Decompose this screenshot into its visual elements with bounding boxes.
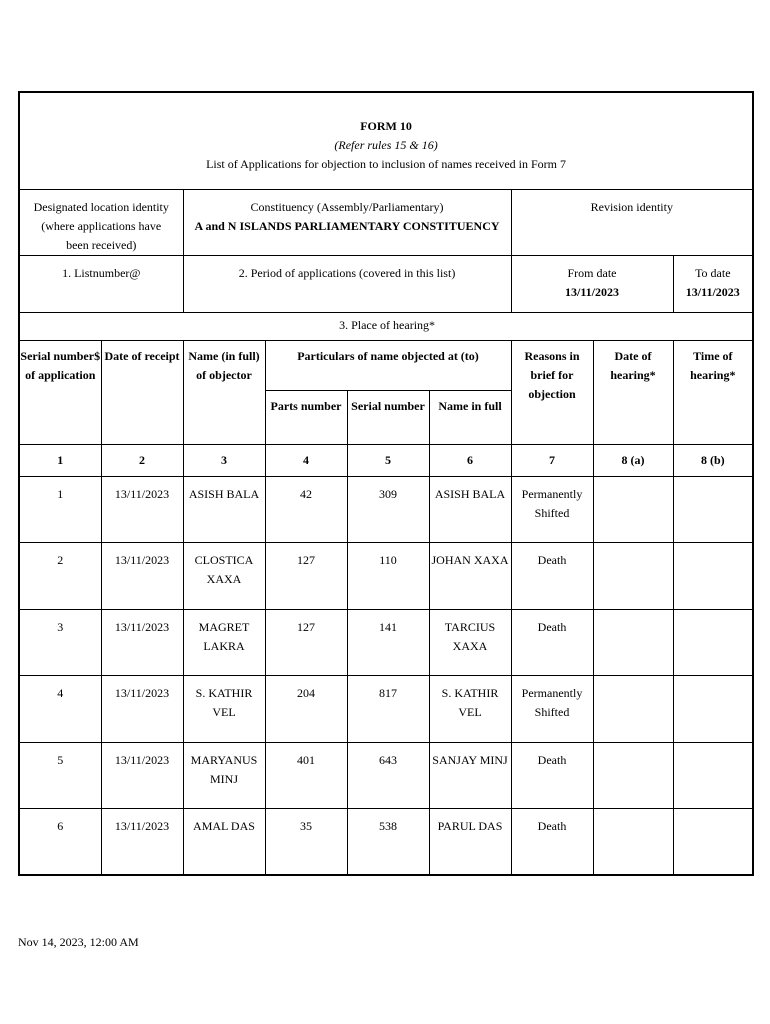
col-header-reasons: Reasons in brief for objection — [511, 340, 593, 444]
cell-objector: MAGRET LAKRA — [183, 609, 265, 676]
col-header-time-hearing: Time of hearing* — [673, 340, 753, 444]
cell-part: 35 — [265, 809, 347, 876]
cell-hearing-date — [593, 609, 673, 676]
cell-serial-no: 309 — [347, 476, 429, 543]
cell-date-receipt: 13/11/2023 — [101, 676, 183, 743]
col-header-serial: Serial number$ of application — [19, 340, 101, 444]
form-title-block — [19, 92, 753, 189]
col-number: 5 — [347, 444, 429, 476]
cell-name: ASISH BALA — [429, 476, 511, 543]
cell-objector: CLOSTICA XAXA — [183, 543, 265, 610]
cell-hearing-time — [673, 676, 753, 743]
col-header-particulars: Particulars of name objected at (to) — [265, 340, 511, 390]
from-date-cell — [511, 255, 673, 312]
col-header-parts-number: Parts number — [265, 390, 347, 444]
cell-reason: Death — [511, 742, 593, 809]
cell-serial: 4 — [19, 676, 101, 743]
from-date-label: From date — [567, 265, 617, 280]
cell-hearing-date — [593, 742, 673, 809]
from-date-value: 13/11/2023 — [564, 284, 619, 299]
period-cell — [183, 255, 511, 312]
constituency-label: Constituency (Assembly/Parliamentary) — [250, 199, 444, 214]
cell-part: 127 — [265, 543, 347, 610]
table-row — [19, 676, 753, 743]
table-row — [19, 809, 753, 876]
cell-serial-no: 538 — [347, 809, 429, 876]
cell-hearing-date — [593, 809, 673, 876]
revision-identity-cell — [511, 189, 753, 255]
constituency-value: A and N ISLANDS PARLIAMENTARY CONSTITUENCY — [194, 218, 500, 233]
table-row — [19, 476, 753, 543]
column-number-row — [19, 444, 753, 476]
cell-part: 42 — [265, 476, 347, 543]
cell-reason: Permanently Shifted — [511, 476, 593, 543]
place-of-hearing-cell — [19, 312, 753, 340]
form-description: List of Applications for objection to inclusion of names received in Form 7 — [206, 157, 567, 171]
cell-serial: 1 — [19, 476, 101, 543]
cell-name: TARCIUS XAXA — [429, 609, 511, 676]
place-of-hearing-label: 3. Place of hearing* — [339, 317, 436, 332]
col-number: 7 — [511, 444, 593, 476]
col-number: 4 — [265, 444, 347, 476]
revision-identity-label: Revision identity — [590, 199, 673, 214]
cell-hearing-date — [593, 676, 673, 743]
cell-part: 401 — [265, 742, 347, 809]
list-number-cell — [19, 255, 183, 312]
cell-name: JOHAN XAXA — [429, 543, 511, 610]
cell-objector: AMAL DAS — [183, 809, 265, 876]
form-title: FORM 10 — [360, 119, 412, 133]
col-header-date-hearing: Date of hearing* — [593, 340, 673, 444]
col-header-serial-number: Serial number — [347, 390, 429, 444]
cell-hearing-date — [593, 476, 673, 543]
cell-date-receipt: 13/11/2023 — [101, 476, 183, 543]
cell-objector: S. KATHIR VEL — [183, 676, 265, 743]
constituency-cell — [183, 189, 511, 255]
form-10-page — [18, 91, 752, 876]
designated-location-label: Designated location identity (where applications have been received) — [33, 199, 169, 252]
cell-serial-no: 643 — [347, 742, 429, 809]
designated-location-cell — [19, 189, 183, 255]
cell-serial-no: 110 — [347, 543, 429, 610]
table-row — [19, 742, 753, 809]
form-10-table — [18, 91, 754, 876]
cell-part: 127 — [265, 609, 347, 676]
cell-hearing-time — [673, 609, 753, 676]
to-date-label: To date — [695, 265, 731, 280]
footer-timestamp: Nov 14, 2023, 12:00 AM — [18, 935, 139, 949]
cell-serial: 6 — [19, 809, 101, 876]
cell-part: 204 — [265, 676, 347, 743]
cell-serial-no: 141 — [347, 609, 429, 676]
cell-hearing-time — [673, 543, 753, 610]
period-label: 2. Period of applications (covered in this list) — [238, 265, 456, 280]
cell-hearing-time — [673, 809, 753, 876]
cell-reason: Permanently Shifted — [511, 676, 593, 743]
cell-objector: MARYANUS MINJ — [183, 742, 265, 809]
cell-date-receipt: 13/11/2023 — [101, 742, 183, 809]
cell-date-receipt: 13/11/2023 — [101, 543, 183, 610]
col-number: 2 — [101, 444, 183, 476]
col-number: 3 — [183, 444, 265, 476]
cell-serial: 3 — [19, 609, 101, 676]
cell-reason: Death — [511, 609, 593, 676]
cell-date-receipt: 13/11/2023 — [101, 609, 183, 676]
to-date-cell — [673, 255, 753, 312]
cell-serial: 2 — [19, 543, 101, 610]
cell-reason: Death — [511, 809, 593, 876]
cell-hearing-time — [673, 742, 753, 809]
cell-date-receipt: 13/11/2023 — [101, 809, 183, 876]
section-row — [19, 189, 753, 255]
list-number-label: 1. Listnumber@ — [62, 265, 141, 280]
col-header-date-receipt: Date of receipt — [101, 340, 183, 444]
cell-reason: Death — [511, 543, 593, 610]
col-number: 8 (b) — [673, 444, 753, 476]
table-row — [19, 609, 753, 676]
col-header-name-in-full: Name in full — [429, 390, 511, 444]
to-date-value: 13/11/2023 — [685, 284, 740, 299]
cell-serial-no: 817 — [347, 676, 429, 743]
cell-name: PARUL DAS — [429, 809, 511, 876]
col-number: 6 — [429, 444, 511, 476]
col-header-name-objector: Name (in full) of objector — [183, 340, 265, 444]
cell-objector: ASISH BALA — [183, 476, 265, 543]
cell-name: SANJAY MINJ — [429, 742, 511, 809]
cell-hearing-time — [673, 476, 753, 543]
cell-name: S. KATHIR VEL — [429, 676, 511, 743]
rules-reference: (Refer rules 15 & 16) — [334, 138, 438, 152]
form-title-row — [19, 92, 753, 189]
col-number: 1 — [19, 444, 101, 476]
cell-serial: 5 — [19, 742, 101, 809]
list-info-row — [19, 255, 753, 312]
cell-hearing-date — [593, 543, 673, 610]
col-number: 8 (a) — [593, 444, 673, 476]
table-row — [19, 543, 753, 610]
place-of-hearing-row — [19, 312, 753, 340]
column-header-row — [19, 340, 753, 390]
